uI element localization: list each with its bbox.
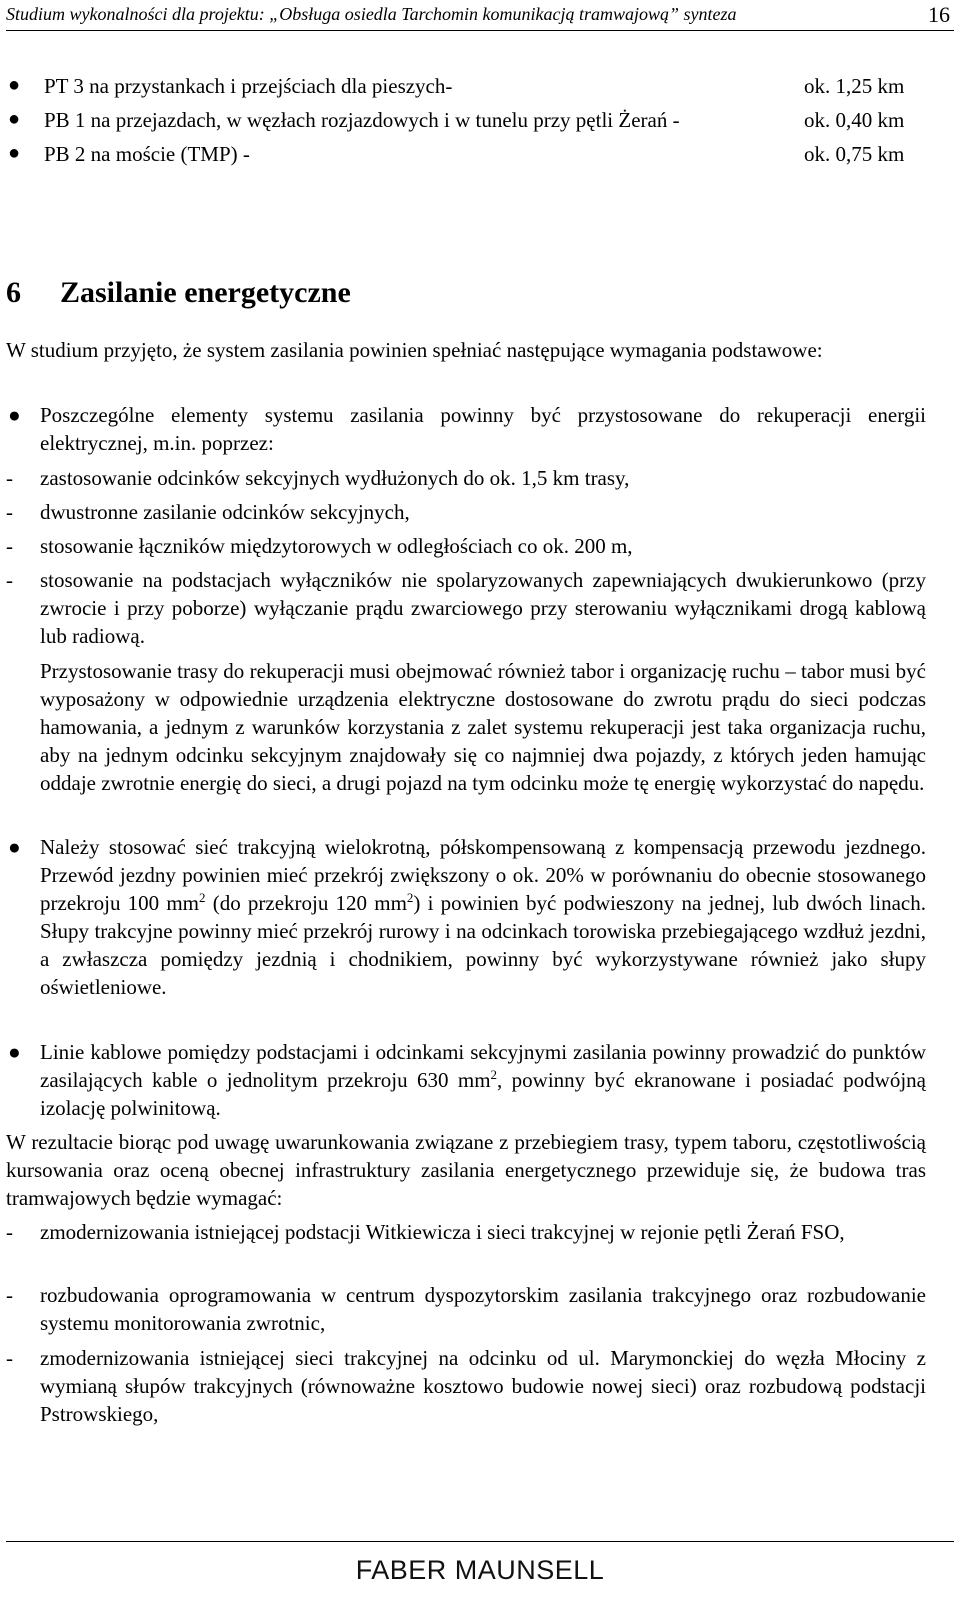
bullet-icon: ●	[8, 403, 21, 427]
dash-text: dwustronne zasilanie odcinków sekcyjnych,	[40, 500, 410, 524]
dash-item	[6, 498, 926, 526]
dash-text: rozbudowania oprogramowania w centrum dyspozytorskim zasilania trakcyjnego oraz rozbudowanie systemu monitorowania zwrotnic,	[40, 1283, 926, 1335]
dash-item	[6, 1344, 926, 1428]
text-run: (do przekroju 120 mm	[205, 891, 407, 915]
list-item-label: PB 2 na moście (TMP) -	[44, 142, 250, 166]
list-item-value: ok. 1,25 km	[804, 74, 905, 98]
section-number: 6	[6, 276, 21, 309]
bullet-text: Poszczególne elementy systemu zasilania powinny być przystosowane do rekuperacji energii elektrycznej, m.in. poprzez:	[40, 403, 926, 455]
dash-item	[6, 1281, 926, 1337]
intro-list	[6, 74, 926, 176]
dash-icon: -	[6, 568, 13, 592]
text-run: , powinny być ekranowane i posiadać podwójną izolację polwinitową.	[40, 1068, 926, 1120]
superscript: 2	[199, 890, 206, 905]
dash-item	[6, 464, 926, 492]
dash-icon: -	[6, 534, 13, 558]
section-heading	[6, 276, 351, 310]
dash-icon: -	[6, 1346, 13, 1370]
header-title: Studium wykonalności dla projektu: „Obsługa osiedla Tarchomin komunikacją tramwajową” synteza	[6, 4, 737, 24]
bullet-text	[40, 1038, 926, 1122]
bullet-paragraph	[6, 401, 926, 457]
dash-icon: -	[6, 466, 13, 490]
page-header	[6, 0, 954, 31]
dash-text: zmodernizowania istniejącej sieci trakcyjnej na odcinku od ul. Marymonckiej do węzła Młociny z wymianą słupów trakcyjnych (równoważne kosztowo budowie nowej sieci) oraz rozbudową podstacji Pstrowskiego,	[40, 1346, 926, 1426]
bullet-icon: ●	[8, 74, 21, 96]
bullet-paragraph	[6, 1038, 926, 1122]
paragraph: W studium przyjęto, że system zasilania powinien spełniać następujące wymagania podstawowe:	[6, 338, 823, 362]
text-run: ) i powinien być podwieszony na jednej, lub dwóch linach. Słupy trakcyjne powinny mieć przekrój rurowy i na odcinkach torowiska przebiegającego wzdłuż jezdni, a zwłaszcza pomiędzy jezdnią i chodnikiem, powinny być wykorzystywane również jako słupy oświetleniowe.	[40, 891, 926, 999]
bullet-text	[40, 833, 926, 1001]
dash-text: stosowanie łączników międzytorowych w odległościach co ok. 200 m,	[40, 534, 633, 558]
list-item-value: ok. 0,40 km	[804, 108, 905, 132]
superscript: 2	[406, 890, 414, 905]
list-item	[6, 142, 926, 176]
list-item	[6, 74, 926, 108]
dash-item	[6, 532, 926, 560]
bullet-paragraph	[6, 833, 926, 1001]
section-title: Zasilanie energetyczne	[60, 276, 351, 309]
dash-item	[6, 566, 926, 650]
logo-text: FABER MAUNSELL	[355, 1555, 605, 1585]
bullet-icon: ●	[8, 142, 21, 164]
list-item-label: PB 1 na przejazdach, w węzłach rozjazdowych i w tunelu przy pętli Żerań -	[44, 108, 680, 132]
paragraph: W rezultacie biorąc pod uwagę uwarunkowania związane z przebiegiem trasy, typem taboru, częstotliwością kursowania oraz oceną obecnej infrastruktury zasilania energetycznego przewiduje się, że budowa tras tramwajowych będzie wymagać:	[6, 1130, 926, 1210]
dash-text: zmodernizowania istniejącej podstacji Witkiewicza i sieci trakcyjnej w rejonie pętli Żerań FSO,	[40, 1220, 845, 1244]
list-item-label: PT 3 na przystankach i przejściach dla pieszych-	[44, 74, 453, 98]
bullet-icon: ●	[8, 835, 21, 859]
list-item-value: ok. 0,75 km	[804, 142, 905, 166]
page-number: 16	[928, 2, 950, 27]
text-run: Należy stosować sieć trakcyjną wielokrotną, półskompensowaną z kompensacją przewodu jezdnego. Przewód jezdny powinien mieć przekrój zwiększony o ok. 20% w porównaniu do obecnie stosowanego przekroju 100 mm	[40, 835, 926, 915]
dash-icon: -	[6, 1283, 13, 1307]
footer-divider	[6, 1541, 954, 1542]
dash-icon: -	[6, 500, 13, 524]
superscript: 2	[490, 1067, 498, 1082]
dash-text: stosowanie na podstacjach wyłączników nie spolaryzowanych zapewniających dwukierunkowo (przy zwrocie i przy poborze) wyłączanie prądu zwarciowego przy sterowaniu wyłącznikami drogą kablową lub radiową.	[40, 568, 926, 648]
list-item	[6, 108, 926, 142]
dash-text: zastosowanie odcinków sekcyjnych wydłużonych do ok. 1,5 km trasy,	[40, 466, 630, 490]
bullet-icon: ●	[8, 1040, 21, 1064]
paragraph: Przystosowanie trasy do rekuperacji musi obejmować również tabor i organizację ruchu – tabor musi być wyposażony w odpowiednie urządzenia elektryczne dostosowane do zwrotu prądu do sieci podczas hamowania, a jednym z warunków korzystania z zalet systemu rekuperacji jest taka organizacja ruchu, aby na jednym odcinku sekcyjnym znajdowały się co najmniej dwa pojazdy, z których jeden hamując oddaje zwrotnie energię do sieci, a drugi pojazd na tym odcinku może tę energię wykorzystać do napędu.	[40, 659, 926, 795]
text-run: Linie kablowe pomiędzy podstacjami i odcinkami sekcyjnymi zasilania powinny prowadzić do punktów zasilających kable o jednolitym przekroju 630 mm	[40, 1040, 926, 1092]
faber-maunsell-logo	[350, 1546, 610, 1590]
dash-item	[6, 1218, 926, 1246]
bullet-icon: ●	[8, 108, 21, 130]
dash-icon: -	[6, 1220, 13, 1244]
